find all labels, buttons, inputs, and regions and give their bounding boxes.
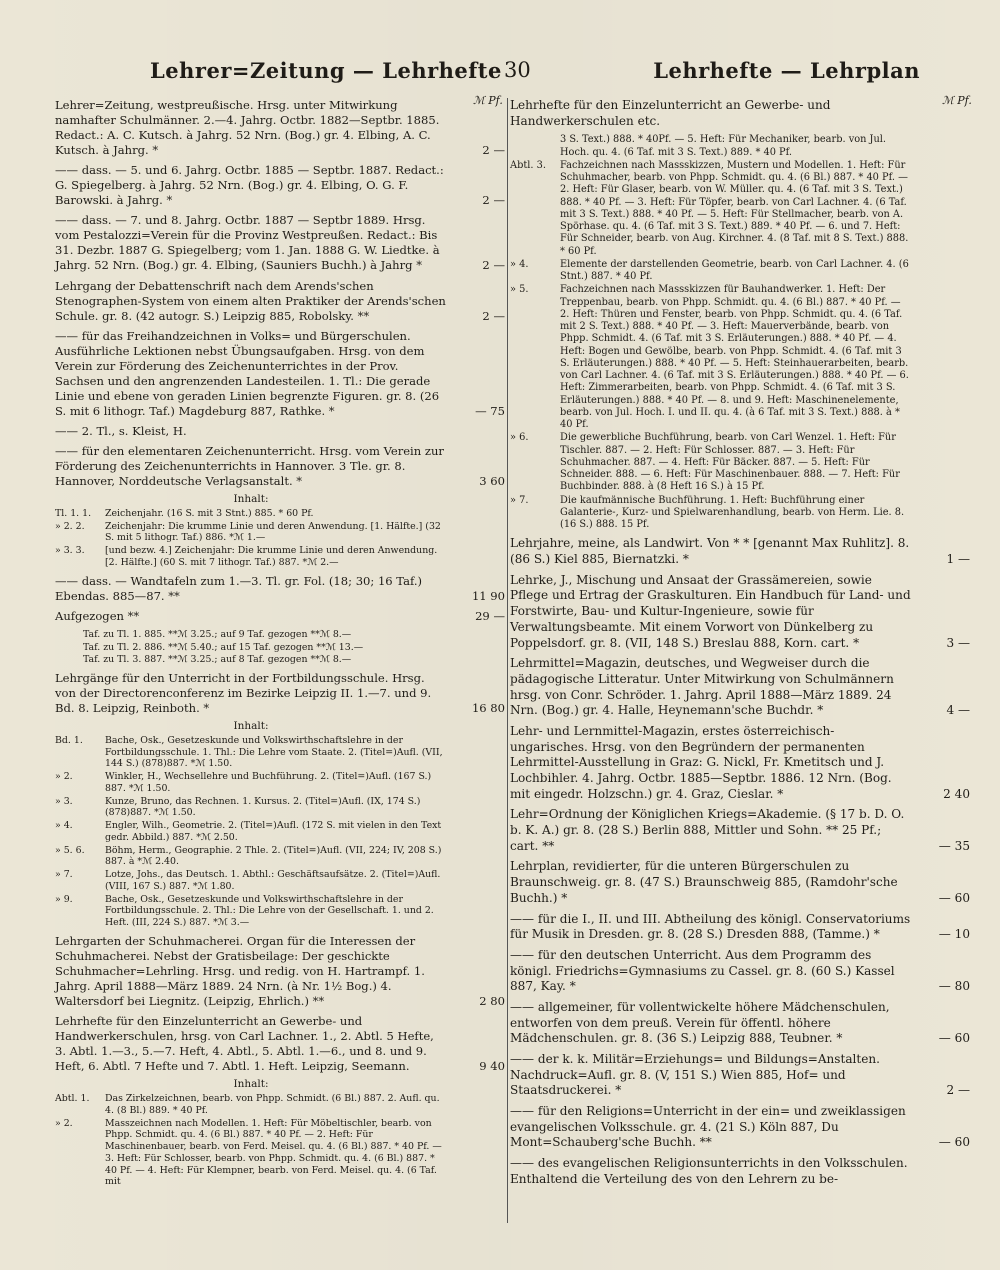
- entry-price: 16 80: [471, 701, 505, 716]
- catalog-entry: [510, 1156, 970, 1187]
- contents-item-number: » 5.: [510, 284, 529, 296]
- contents-item-text: Bache, Osk., Gesetzeskunde und Volkswirthschaftslehre in der Fortbildungsschule. 2. Thl.: Die Lehre von der Gesellschaft. 1. und 2. Heft. (III, 224 S.) 887. *ℳ 3.—: [105, 893, 434, 929]
- contents-item: [510, 259, 912, 284]
- contents-item-number: Abtl. 3.: [510, 159, 546, 171]
- contents-item-number: » 3. 3.: [55, 545, 85, 557]
- contents-label: Inhalt:: [233, 1078, 269, 1091]
- entry-text: Lehrke, J., Mischung und Ansaat der Grassämereien, sowie Pflege und Ertrag der Graskulturen. Ein Handbuch für Land- und Forstwirte, Bau- und Kultur-Ingenieure, sowie für Verwaltungsbeamte. Mit einem Vorwort von Dünkelberg zu Poppelsdorf. gr. 8. (VII, 148 S.) Breslau 888, Korn. cart. *: [510, 572, 911, 650]
- contents-item-text: Die kaufmännische Buchführung. 1. Heft: Buchführung einer Galanterie-, Kurz- und Spielwarenhandlung, bearb. von Herm. Lie. 8. (16 S.) 888. 15 Pf.: [560, 494, 905, 531]
- contents-block: [55, 721, 505, 929]
- contents-item-text: Taf. zu Tl. 2. 886. **ℳ 5.40.; auf 15 Taf. gezogen **ℳ 13.—: [83, 641, 364, 653]
- contents-item-text: Böhm, Herm., Geographie. 2 Thle. 2. (Titel=)Aufl. (VII, 224; IV, 208 S.) 887. à *ℳ 2.40.: [105, 844, 442, 868]
- page-number: 30: [504, 58, 531, 82]
- contents-item-number: » 6.: [510, 432, 529, 444]
- catalog-entry: [55, 934, 505, 1009]
- contents-block: [55, 629, 505, 666]
- entry-text: Lehrgänge für den Unterricht in der Fortbildungsschule. Hrsg. von der Directorenconferenz im Bezirke Leipzig II. 1.—7. und 9. Bd. 8. Leipzig, Reinboth. *: [55, 671, 432, 716]
- contents-item-text: Masszeichnen nach Modellen. 1. Heft: Für Möbeltischler, bearb. von Phpp. Schmidt. qu. 4. (6 Bl.) 887. * 40 Pf. — 2. Heft: Für Maschinenbauer, bearb. von Ferd. Meisel. qu. 4. (6 Bl.) 887. * 40 Pf. — 3. Heft: Für Schlosser, bearb. von Phpp. Schmidt. qu. 4. (6 Bl.) 887. * 40 Pf. — 4. Heft: Für Klempner, bearb. von Ferd. Meisel. qu. 4. (6 Taf. mit: [105, 1117, 442, 1188]
- catalog-entry: [55, 279, 505, 324]
- contents-item-text: Das Zirkelzeichnen, bearb. von Phpp. Schmidt. (6 Bl.) 887. 2. Aufl. qu. 4. (8 Bl.) 889. * 40 Pf.: [105, 1093, 440, 1116]
- contents-item-text: [und bezw. 4.] Zeichenjahr: Die krumme Linie und deren Anwendung. [2. Hälfte.] (60 S. mit 7 lithogr. Taf.) 887. *ℳ 2.—: [105, 545, 438, 568]
- contents-item-number: » 7.: [55, 869, 73, 881]
- catalog-entry: [55, 609, 505, 624]
- entry-text: Lehrer=Zeitung, westpreußische. Hrsg. unter Mitwirkung namhafter Schulmänner. 2.—4. Jahrg. Octbr. 1882—Septbr. 1885. Redact.: A. C. Kutsch. à Jahrg. 52 Nrn. (Bog.) gr. 4. Elbing, A. C. Kutsch. à Jahrg. *: [55, 98, 440, 158]
- entry-text: —— allgemeiner, für vollentwickelte höhere Mädchenschulen, entworfen von dem preuß. Verein für öffentl. höhere Mädchenschulen. gr. 8. (36 S.) Leipzig 888, Teubner. *: [510, 999, 890, 1046]
- entry-price: 1 —: [946, 552, 970, 567]
- contents-item-text: Taf. zu Tl. 3. 887. **ℳ 3.25.; auf 8 Taf. gezogen **ℳ 8.—: [83, 654, 352, 666]
- entry-price: — 10: [938, 927, 970, 942]
- contents-item: [510, 495, 912, 532]
- contents-item: [55, 869, 447, 893]
- catalog-entry: [55, 671, 505, 716]
- entry-price: 3 —: [946, 635, 970, 650]
- unit-header-right: ℳ Pf.: [942, 94, 972, 107]
- catalog-entry: [510, 948, 970, 995]
- contents-item-number: » 9.: [55, 893, 73, 905]
- contents-item: [55, 894, 447, 929]
- entry-price: 11 90: [471, 588, 505, 603]
- contents-item-number: Bd. 1.: [55, 734, 83, 746]
- catalog-entry: [55, 98, 505, 158]
- entry-text: Aufgezogen **: [55, 608, 140, 623]
- entry-text: Lehr=Ordnung der Königlichen Kriegs=Akademie. (§ 17 b. D. O. b. K. A.) gr. 8. (28 S.) Berlin 888, Mittler und Sohn. ** 25 Pf.; cart. **: [510, 807, 905, 853]
- contents-item: [510, 134, 912, 159]
- page-header: [150, 58, 920, 88]
- contents-item: [510, 160, 912, 258]
- contents-item-text: 3 S. Text.) 888. * 40Pf. — 5. Heft: Für Mechaniker, bearb. von Jul. Hoch. qu. 4. (6 Taf. mit 3 S. Text.) 889. * 40 Pf.: [560, 134, 887, 158]
- catalog-entry: [55, 424, 505, 439]
- entry-text: —— des evangelischen Religionsunterrichts in den Volksschulen. Enthaltend die Verteilung des von den Lehrern zu be-: [510, 1156, 908, 1186]
- contents-item: [510, 432, 912, 493]
- contents-item: [55, 508, 447, 520]
- entry-price: — 35: [938, 838, 970, 853]
- contents-item-text: Fachzeichnen nach Massskizzen für Bauhandwerker. 1. Heft: Der Treppenbau, bearb. von Phpp. Schmidt. qu. 4. (6 Bl.) 887. * 40 Pf. — 2. Heft: Thüren und Fenster, bearb. von Phpp. Schmidt. qu. 4. (6 Taf. mit 2 S. Text.) 888. * 40 Pf. — 3. Heft: Mauerverbände, bearb. von Phpp. Schmidt. 4. (6 Taf. mit 3 S. Erläuterungen.) 888. * 40 Pf. — 4. Heft: Bogen und Gewölbe, bearb. von Phpp. Schmidt. 4. (6 Taf. mit 3 S. Erläuterungen.) 888. * 40 Pf. — 5. Heft: Steinhauerarbeiten, bearb. von Carl Lachner. 4. (6 Taf. mit 3 S. Erläuterungen.) 888. * 40 Pf. — 6. Heft: Zimmerarbeiten, bearb. von Phpp. Schmidt. 4. (6 Taf. mit 3 S. Erläuterungen.) 888. * 40 Pf. — 8. und 9. Heft: Maschinenelemente, bearb. von Jul. Hoch. I. und II. qu. 4. (à 6 Taf. mit 3 S. Text.) 888. à * 40 Pf.: [560, 284, 909, 431]
- contents-label: Inhalt:: [233, 720, 269, 733]
- catalog-entry: [510, 724, 970, 802]
- entry-text: Lehr- und Lernmittel-Magazin, erstes österreichisch-ungarisches. Hrsg. von den Begründern der permanenten Lehrmittel-Ausstellung in Graz: G. Nickl, Fr. Kmetitsch und J. Lochbihler. 4. Jahrg. Octbr. 1885—Septbr. 1886. 12 Nrn. (Bog. mit eingedr. Holzschn.) gr. 4. Graz, Cieslar. *: [510, 723, 892, 801]
- entry-text: —— für den Religions=Unterricht in der ein= und zweiklassigen evangelischen Volksschule. gr. 4. (21 S.) Köln 887, Du Mont=Schauberg'sche Buchh. **: [510, 1104, 906, 1150]
- catalog-entry: [510, 573, 970, 651]
- contents-item-text: Fachzeichnen nach Massskizzen, Mustern und Modellen. 1. Heft: Für Schuhmacher, bearb. von Phpp. Schmidt. qu. 4. (6 Bl.) 887. * 40 Pf. — 2. Heft: Für Glaser, bearb. von W. Müller. qu. 4. (6 Taf. mit 3 S. Text.) 888. * 40 Pf. — 3. Heft: Für Töpfer, bearb. von Carl Lachner. 4. (6 Taf. mit 3 S. Text.) 888. * 40 Pf. — 5. Heft: Für Stellmacher, bearb. von A. Spörhase. qu. 4. (6 Taf. mit 3 S. Text.) 889. * 40 Pf. — 6. und 7. Heft: Für Schneider, bearb. von Aug. Kirchner. 4. (8 Taf. mit 8 S. Text.) 888. * 60 Pf.: [560, 159, 909, 257]
- contents-item-text: Bache, Osk., Gesetzeskunde und Volkswirthschaftslehre in der Fortbildungsschule. 1. Thl.: Die Lehre vom Staate. 2. (Titel=)Aufl. (VII, 144 S.) (878)887. *ℳ 1.50.: [105, 734, 443, 770]
- contents-item-number: » 4.: [55, 820, 73, 832]
- catalog-entry: [510, 1000, 970, 1047]
- entry-price: 9 40: [479, 1059, 505, 1074]
- contents-item-number: » 4.: [510, 258, 529, 270]
- entry-text: —— dass. — Wandtafeln zum 1.—3. Tl. gr. Fol. (18; 30; 16 Taf.) Ebendas. 885—87. **: [55, 573, 423, 603]
- entry-price: 2 40: [943, 786, 970, 801]
- entry-price: — 60: [938, 1031, 970, 1046]
- contents-item-number: Tl. 1. 1.: [55, 507, 92, 519]
- catalog-entry: [510, 98, 970, 129]
- entry-price: 2 —: [482, 143, 505, 158]
- entry-text: Lehrgang der Debattenschrift nach dem Arends'schen Stenographen-System von einem alten Praktiker der Arends'schen Schule. gr. 8. (42 autogr. S.) Leipzig 885, Robolsky. **: [55, 278, 446, 323]
- entry-text: Lehrjahre, meine, als Landwirt. Von * * [genannt Max Ruhlitz]. 8. (86 S.) Kiel 885, Biernatzki. *: [510, 536, 910, 567]
- contents-label: Inhalt:: [233, 493, 269, 506]
- contents-item: [55, 796, 447, 820]
- entry-price: 2 80: [479, 994, 505, 1009]
- entry-text: Lehrhefte für den Einzelunterricht an Gewerbe- und Handwerkerschulen etc.: [510, 98, 831, 128]
- contents-block: [510, 134, 970, 531]
- catalog-entry: [510, 656, 970, 719]
- entry-price: 2 —: [482, 258, 505, 273]
- entry-price: — 80: [938, 979, 970, 994]
- catalog-entry: [55, 574, 505, 604]
- contents-item-text: Elemente der darstellenden Geometrie, bearb. von Carl Lachner. 4. (6 Stnt.) 887. * 40 Pf.: [560, 258, 909, 283]
- entry-text: —— für den deutschen Unterricht. Aus dem Programm des königl. Friedrichs=Gymnasiums zu Cassel. gr. 8. (60 S.) Kassel 887, Kay. *: [510, 947, 895, 994]
- catalog-entry: [510, 912, 970, 943]
- contents-item-number: » 2.: [55, 1117, 73, 1129]
- contents-item: [55, 642, 447, 654]
- entry-text: Lehrmittel=Magazin, deutsches, und Wegweiser durch die pädagogische Litteratur. Unter Mitwirkung von Schulmännern hrsg. von Conr. Schröder. 1. Jahrg. April 1888—März 1889. 24 Nrn. (Bog.) gr. 4. Halle, Heynemann'sche Buchdr. *: [510, 656, 894, 718]
- left-column: [55, 94, 505, 1193]
- contents-item: [55, 771, 447, 795]
- entry-text: —— für den elementaren Zeichenunterricht. Hrsg. vom Verein zur Förderung des Zeichenunterrichts in Hannover. 3 Tle. gr. 8. Hannover, Norddeutsche Verlagsanstalt. *: [55, 443, 444, 489]
- entry-price: — 60: [938, 890, 970, 905]
- catalog-entry: [510, 859, 970, 906]
- header-left-title: Lehrer=Zeitung — Lehrhefte: [150, 58, 502, 83]
- contents-item-text: Zeichenjahr: Die krumme Linie und deren Anwendung. [1. Hälfte.] (32 S. mit 5 lithogr. Taf.) 886. *ℳ 1.—: [105, 520, 441, 544]
- contents-item-text: Winkler, H., Wechsellehre und Buchführung. 2. (Titel=)Aufl. (167 S.) 887. *ℳ 1.50.: [105, 771, 432, 794]
- entry-text: —— für die I., II. und III. Abtheilung des königl. Conservatoriums für Musik in Dresden. gr. 8. (28 S.) Dresden 888, (Tamme.) *: [510, 911, 911, 942]
- catalog-entry: [510, 807, 970, 854]
- catalog-entry: [55, 329, 505, 419]
- catalog-entry: [55, 444, 505, 489]
- contents-block: [55, 1079, 505, 1188]
- contents-item: [55, 820, 447, 844]
- catalog-entry: [55, 163, 505, 208]
- entry-text: —— dass. — 7. und 8. Jahrg. Octbr. 1887 — Septbr 1889. Hrsg. vom Pestalozzi=Verein für die Provinz Westpreußen. Redact.: Bis 31. Dezbr. 1887 G. Spiegelberg; vom 1. Jan. 1888 G. W. Liedtke. à Jahrg. 52 Nrn. (Bog.) gr. 4. Elbing, (Sauniers Buchh.) à Jahrg *: [55, 213, 440, 273]
- contents-item: [55, 845, 447, 869]
- contents-item-number: » 3.: [55, 795, 73, 807]
- entry-text: —— der k. k. Militär=Erziehungs= und Bildungs=Anstalten. Nachdruck=Aufl. gr. 8. (V, 151 S.) Wien 885, Hof= und Staatsdruckerei. *: [510, 1052, 880, 1098]
- catalog-entry: [510, 1104, 970, 1151]
- right-column: [510, 94, 972, 1193]
- contents-block: [55, 494, 505, 569]
- entry-price: 2 —: [482, 308, 505, 323]
- entry-price: 2 —: [482, 193, 505, 208]
- contents-item: [55, 1093, 447, 1117]
- header-right-title: Lehrhefte — Lehrplan: [653, 58, 920, 83]
- contents-item-text: Lotze, Johs., das Deutsch. 1. Abthl.: Geschäftsaufsätze. 2. (Titel=)Aufl. (VIII, 167 S.) 887. *ℳ 1.80.: [105, 869, 441, 892]
- contents-item-text: Kunze, Bruno, das Rechnen. 1. Kursus. 2. (Titel=)Aufl. (IX, 174 S.) (878)887. *ℳ 1.50.: [105, 795, 421, 819]
- contents-item-text: Taf. zu Tl. 1. 885. **ℳ 3.25.; auf 9 Taf. gezogen **ℳ 8.—: [83, 628, 352, 640]
- contents-item-text: Zeichenjahr. (16 S. mit 3 Stnt.) 885. * 60 Pf.: [105, 507, 314, 519]
- contents-item: [55, 545, 447, 569]
- contents-item-number: [510, 134, 560, 159]
- entry-text: —— für das Freihandzeichnen in Volks= und Bürgerschulen. Ausführliche Lektionen nebst Übungsaufgaben. Hrsg. von dem Verein zur Förderung des Zeichenunterrichtes in der Prov. Sachsen und den angrenzenden Landesteilen. 1. Tl.: Die gerade Linie und ebene von geraden Linien begrenzte Figuren. gr. 8. (26 S. mit 6 lithogr. Taf.) Magdeburg 887, Rathke. *: [55, 328, 440, 418]
- entry-price: 4 —: [946, 703, 970, 718]
- contents-item: [55, 521, 447, 545]
- contents-item: [55, 1118, 447, 1189]
- catalog-entry: [55, 1014, 505, 1074]
- catalog-entry: [510, 1052, 970, 1099]
- contents-item-number: » 2. 2.: [55, 520, 85, 532]
- entry-price: — 60: [938, 1135, 970, 1150]
- contents-item-number: » 5. 6.: [55, 844, 85, 856]
- contents-item-number: » 7.: [510, 494, 529, 506]
- entry-text: Lehrhefte für den Einzelunterricht an Gewerbe- und Handwerkerschulen, hrsg. von Carl Lachner. 1., 2. Abtl. 5 Hefte, 3. Abtl. 1.—3., 5.—7. Heft, 4. Abtl., 5. Abtl. 1.—6., und 8. und 9. Heft, 6. Abtl. 7 Hefte und 7. Abtl. 1. Heft. Leipzig, Seemann.: [55, 1014, 434, 1074]
- contents-item-text: Engler, Wilh., Geometrie. 2. (Titel=)Aufl. (172 S. mit vielen in den Text gedr. Abbild.) 887. *ℳ 2.50.: [105, 820, 442, 843]
- contents-item: [55, 629, 447, 641]
- entry-price: 3 60: [479, 474, 505, 489]
- column-divider: [507, 98, 508, 1223]
- entry-price: 29 —: [475, 608, 505, 623]
- catalog-entry: [510, 536, 970, 567]
- entry-text: —— dass. — 5. und 6. Jahrg. Octbr. 1885 — Septbr. 1887. Redact.: G. Spiegelberg. à Jahrg. 52 Nrn. (Bog.) gr. 4. Elbing, O. G. F. Barowski. à Jahrg. *: [55, 163, 444, 208]
- entry-text: —— 2. Tl., s. Kleist, H.: [55, 423, 187, 438]
- entry-price: — 75: [475, 403, 505, 418]
- catalog-entry: [55, 213, 505, 273]
- contents-item: [55, 654, 447, 666]
- contents-item-text: Die gewerbliche Buchführung, bearb. von Carl Wenzel. 1. Heft: Für Tischler. 887. — 2. Heft: Für Schlosser. 887. — 3. Heft: Für Schuhmacher. 887. — 4. Heft: Für Bäcker. 887. — 5. Heft: Für Schneider. 888. — 6. Heft: Für Maschinenbauer. 888. — 7. Heft: Für Buchbinder. 888. à (8 Heft 16 S.) à 15 Pf.: [560, 432, 900, 493]
- contents-item: [510, 284, 912, 431]
- entry-text: Lehrplan, revidierter, für die unteren Bürgerschulen zu Braunschweig. gr. 8. (47 S.) Braunschweig 885, (Ramdohr'sche Buchh.) *: [510, 859, 898, 905]
- entry-price: 2 —: [946, 1083, 970, 1098]
- contents-item: [55, 735, 447, 770]
- contents-item-number: Abtl. 1.: [55, 1093, 90, 1105]
- entry-text: Lehrgarten der Schuhmacherei. Organ für die Interessen der Schuhmacherei. Nebst der Gratisbeilage: Der geschickte Schuhmacher=Lehrling. Hrsg. und redig. von H. Hartrampf. 1. Jahrg. April 1888—März 1889. 24 Nrn. (à Nr. 1½ Bog.) 4. Waltersdorf bei Liegnitz. (Leipzig, Ehrlich.) **: [55, 933, 425, 1009]
- unit-header-left: ℳ Pf.: [473, 94, 503, 107]
- contents-item-number: » 2.: [55, 771, 73, 783]
